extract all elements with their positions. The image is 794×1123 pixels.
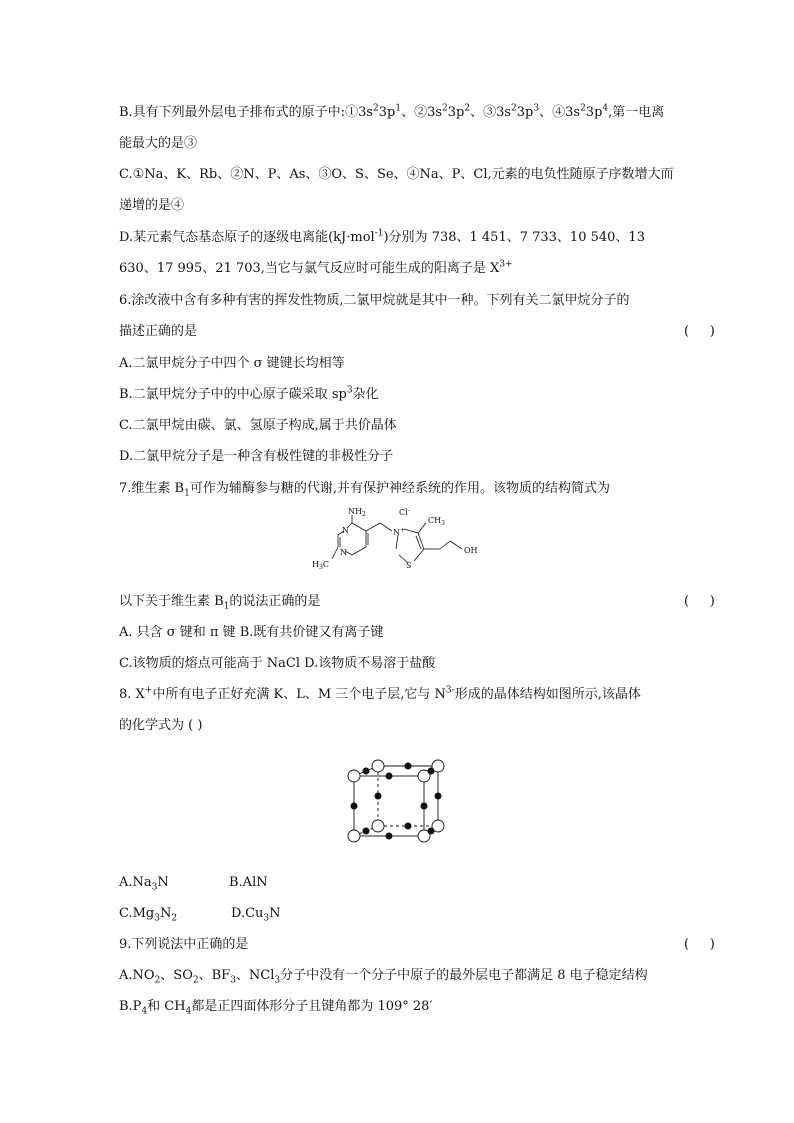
- q7-stem: 7.维生素 $B_1$可作为辅酶参与糖的代谢,并有保护神经系统的作用。该物质的结构简式为: [119, 481, 610, 499]
- q9-stem: 9.下列说法中正确的是: [119, 937, 249, 952]
- n-ion-circle: [372, 760, 384, 772]
- q7-answer-blank: ( ): [684, 594, 715, 609]
- x-ion-dot: [351, 803, 358, 810]
- x-ion-dot: [428, 768, 435, 775]
- x-ion-dot: [386, 773, 393, 780]
- n-ion-circle: [348, 770, 360, 782]
- x-ion-dot: [363, 768, 370, 775]
- q9-option-a: $A.NO_2$、$SO_2$、$BF_3$、NCl$_3$分子中没有一个分子中原子的最外层电子都满足 8 电子稳定结构: [119, 968, 648, 986]
- crystal-structure-diagram: [340, 756, 450, 848]
- mol-h3c-label: $H_3C$: [312, 560, 329, 571]
- q8-options-cd: $C.Mg_3N_2$ $D.Cu_3N$: [119, 906, 281, 924]
- mol-n1-label: N: [342, 526, 349, 535]
- q5-option-b-line2: 能最大的是③: [119, 136, 198, 151]
- mol-cl-label: Cl-: [399, 507, 410, 517]
- q5-option-b-line1: B.具有下列最外层电子排布式的原子中$:①3s^23p^1$、$②3s^23p^2$、$③3s^23p^3$、$④3s^23p^4$,第一电离: [119, 103, 665, 120]
- q6-stem-line1: 6.涂改液中含有多种有害的挥发性物质,二氯甲烷就是其中一种。下列有关二氯甲烷分子的: [119, 293, 630, 308]
- x-ion-dot: [405, 823, 412, 830]
- n-ion-circle: [372, 820, 384, 832]
- q8-stem-line2: 的化学式为 ( ): [119, 718, 203, 733]
- q6-option-a: A.二氯甲烷分子中四个 σ 键键长均相等: [119, 356, 345, 371]
- x-ion-dot: [405, 763, 412, 770]
- mol-s-label: S: [406, 561, 412, 570]
- q8-options-ab: $A.Na_3N$ B.AlN: [119, 875, 268, 893]
- q9-answer-blank: ( ): [684, 937, 715, 952]
- q7-options-cd: C.该物质的熔点可能高于 NaCl D.该物质不易溶于盐酸: [119, 656, 436, 671]
- x-ion-dot: [386, 833, 393, 840]
- x-ion-dot: [421, 803, 428, 810]
- x-ion-dot: [375, 793, 382, 800]
- mol-ch3-label: $CH_3$: [428, 516, 445, 527]
- q8-stem-line1: 8. X+中所有电子正好充满 K、L、M 三个电子层,它与 $N^{3-}$形成的晶体结构如图所示,该晶体: [119, 685, 641, 702]
- mol-oh-label: OH: [464, 546, 478, 555]
- q5-option-c-line1: C.①Na、K、Rb、②N、P、As、③O、S、Se、④Na、P、Cl,元素的电负性随原子序数增大而: [119, 167, 674, 182]
- q6-option-c: C.二氯甲烷由碳、氯、氢原子构成,属于共价晶体: [119, 418, 397, 433]
- q9-option-b: $B.P_4$和 $CH_4$都是正四面体形分子且键角都为 109° 28′: [119, 999, 433, 1017]
- thiamine-structure-diagram: [300, 505, 500, 585]
- mol-n3-label: N+: [393, 527, 406, 537]
- q7-options-ab: A. 只含 σ 键和 π 键 B.既有共价键又有离子键: [119, 625, 384, 640]
- x-ion-dot: [428, 828, 435, 835]
- q5-option-d-line1: D.某元素气态基态原子的逐级电离能(kJ·mol$^{-1}$)分别为 738、1 451、7 733、10 540、13: [119, 228, 645, 245]
- mol-nh2-label: $NH_2$: [348, 507, 366, 518]
- q6-answer-blank: ( ): [684, 324, 715, 339]
- x-ion-dot: [435, 793, 442, 800]
- q6-option-b: B.二氯甲烷分子中的中心原子碳采取 $sp^3$杂化: [119, 385, 379, 402]
- q7-question: 以下关于维生素 $B_1$的说法正确的是: [119, 594, 321, 612]
- q5-option-c-line2: 递增的是④: [119, 198, 185, 213]
- q6-option-d: D.二氯甲烷分子是一种含有极性键的非极性分子: [119, 449, 394, 464]
- q6-stem-line2: 描述正确的是: [119, 324, 198, 339]
- n-ion-circle: [348, 830, 360, 842]
- x-ion-dot: [363, 828, 370, 835]
- mol-n2-label: N: [340, 548, 347, 557]
- q5-option-d-line2: 630、17 995、21 703,当它与氯气反应时可能生成的阳离子是 $X^{3+}$: [119, 259, 513, 276]
